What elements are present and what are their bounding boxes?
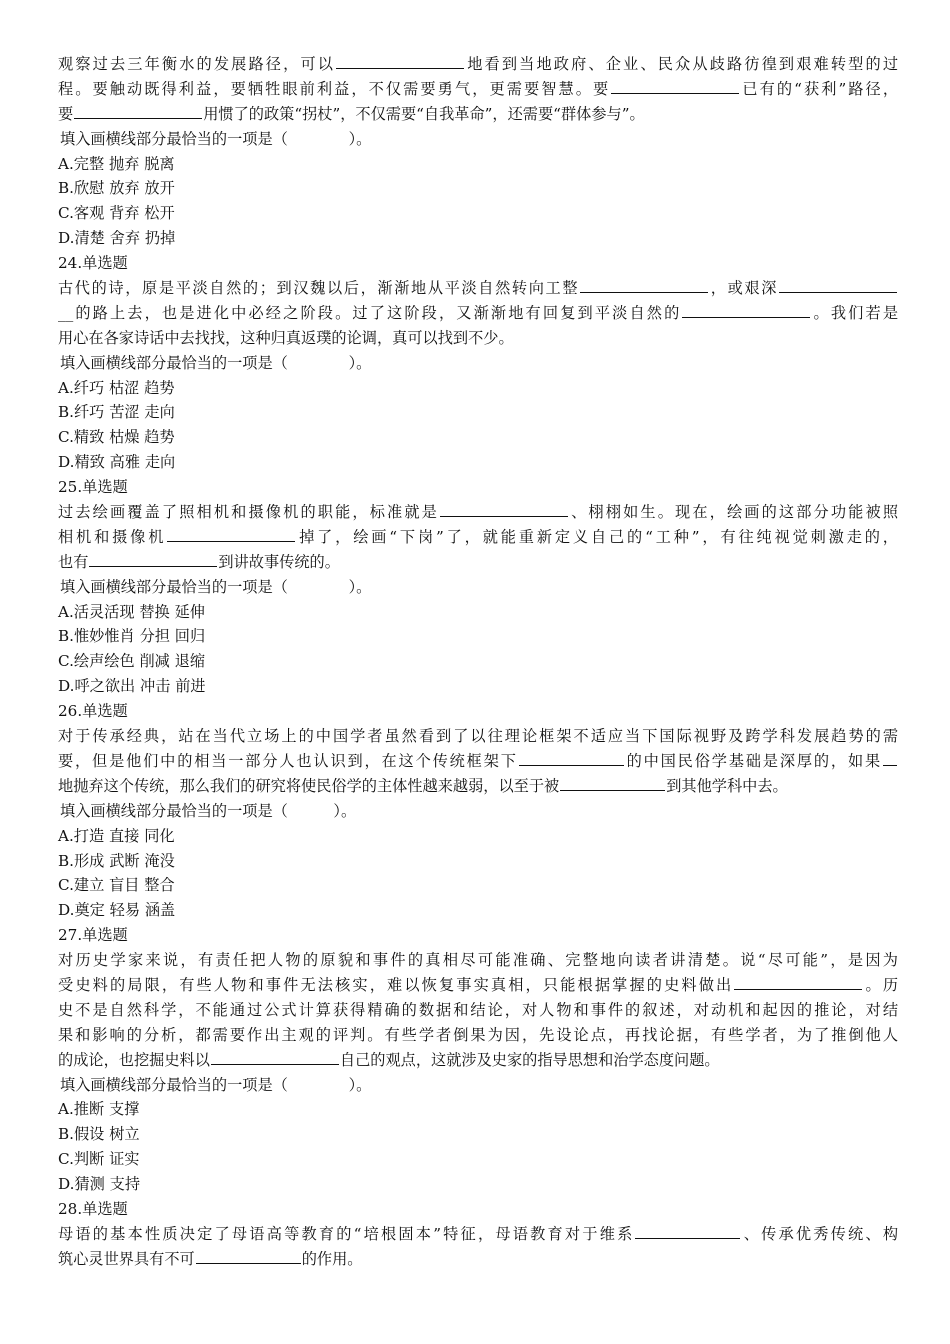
question-text-line: 筑心灵世界具有不可 的作用。 — [58, 1249, 363, 1268]
question-text-line: 受史料的局限，有些人物和事件无法核实，难以恢复事实真相，只能根据掌握的史料做出 。历 — [58, 975, 898, 994]
option-d: D.清楚 舍弃 扔掉 — [58, 229, 176, 248]
option-b: B.形成 武断 淹没 — [58, 851, 175, 870]
answer-blank — [74, 103, 202, 119]
option-d: D.猜测 支持 — [58, 1175, 141, 1194]
question-prompt: 填入画横线部分最恰当的一项是（ ）。 — [60, 129, 372, 148]
question-header: 25.单选题 — [58, 478, 128, 497]
option-c: C.建立 盲目 整合 — [58, 876, 175, 895]
question-prompt: 填入画横线部分最恰当的一项是（ ）。 — [60, 801, 357, 820]
question-prompt: 填入画横线部分最恰当的一项是（ ）。 — [60, 1075, 372, 1094]
answer-blank — [580, 277, 708, 293]
question-text-line: 果和影响的分析，都需要作出主观的评判。有些学者倒果为因，先设论点，再找论据，有些学者，为了推倒他人 — [58, 1025, 898, 1044]
option-a: A.纤巧 枯涩 趋势 — [58, 378, 175, 397]
option-c: C.客观 背弃 松开 — [58, 204, 175, 223]
option-b: B.假设 树立 — [58, 1125, 140, 1144]
answer-blank — [440, 501, 568, 517]
option-a: A.活灵活现 替换 延伸 — [58, 602, 205, 621]
answer-blank — [635, 1223, 740, 1239]
question-text-line: 母语的基本性质决定了母语高等教育的“培根固本”特征，母语教育对于维系 、传承优秀传统、构 — [58, 1224, 898, 1243]
answer-blank — [883, 750, 897, 766]
answer-blank — [89, 551, 217, 567]
option-a: A.打造 直接 同化 — [58, 826, 175, 845]
option-c: C.判断 证实 — [58, 1150, 140, 1169]
option-a: A.完整 抛弃 脱离 — [58, 154, 175, 173]
question-text-line: 对于传承经典，站在当代立场上的中国学者虽然看到了以往理论框架不适应当下国际视野及跨学科发展趋势的需 — [58, 727, 898, 746]
answer-blank — [167, 526, 295, 542]
answer-blank — [734, 974, 862, 990]
question-text-line: 观察过去三年衡水的发展路径，可以 地看到当地政府、企业、民众从歧路彷徨到艰难转型的过 — [58, 55, 898, 73]
question-header: 24.单选题 — [58, 254, 128, 273]
question-prompt: 填入画横线部分最恰当的一项是（ ）。 — [60, 353, 372, 372]
answer-blank — [196, 1248, 301, 1264]
question-header: 27.单选题 — [58, 926, 128, 945]
question-text-line: 古代的诗，原是平淡自然的；到汉魏以后，渐渐地从平淡自然转向工整 ，或艰深 — [58, 276, 898, 301]
option-b: B.欣慰 放弃 放开 — [58, 179, 175, 198]
question-header: 26.单选题 — [58, 702, 128, 721]
answer-blank — [211, 1049, 339, 1065]
answer-blank — [682, 302, 810, 318]
option-d: D.精致 高雅 走向 — [58, 453, 176, 472]
question-text-line: 过去绘画覆盖了照相机和摄像机的职能，标准就是 、栩栩如生。现在，绘画的这部分功能被照 — [58, 503, 898, 522]
answer-blank — [519, 750, 624, 766]
question-text-line: 史不是自然科学，不能通过公式计算获得精确的数据和结论，对人物和事件的叙述，对动机和起因的推论，对结 — [58, 1000, 898, 1019]
question-header: 28.单选题 — [58, 1199, 128, 1218]
option-b: B.纤巧 苦涩 走向 — [58, 403, 175, 422]
question-text-line: 用心在各家诗话中去找找，这种归真返璞的论调，真可以找到不少。 — [58, 328, 514, 347]
answer-blank — [336, 53, 464, 69]
question-text-line: __的路上去，也是进化中必经之阶段。过了这阶段，又渐渐地有回复到平淡自然的 。我们若是 — [58, 303, 898, 322]
option-c: C.绘声绘色 削减 退缩 — [58, 652, 206, 671]
question-text-line: 要，但是他们中的相当一部分人也认识到，在这个传统框架下 的中国民俗学基础是深厚的，如果 — [58, 749, 898, 774]
question-prompt: 填入画横线部分最恰当的一项是（ ）。 — [60, 577, 372, 596]
question-text-line: 对历史学家来说，有责任把人物的原貌和事件的真相尽可能准确、完整地向读者讲清楚。说“尽可能”，是因为 — [58, 951, 898, 970]
option-d: D.奠定 轻易 涵盖 — [58, 901, 176, 920]
option-b: B.惟妙惟肖 分担 回归 — [58, 627, 206, 646]
question-text-line: 要 用惯了的政策“拐杖”，不仅需要“自我革命”，还需要“群体参与”。 — [58, 104, 645, 123]
question-text-line: 相机和摄像机 掉了，绘画“下岗”了，就能重新定义自己的“工种”，有往纯视觉刺激走的， — [58, 527, 898, 546]
option-d: D.呼之欲出 冲击 前进 — [58, 677, 206, 696]
document-page — [58, 52, 898, 1272]
option-c: C.精致 枯燥 趋势 — [58, 428, 175, 447]
answer-blank — [611, 78, 739, 94]
question-text-line: 也有 到讲故事传统的。 — [58, 552, 340, 571]
question-text-line: 程。要触动既得利益，要牺牲眼前利益，不仅需要勇气，更需要智慧。要 已有的“获利”路径， — [58, 79, 898, 98]
answer-blank — [779, 277, 897, 293]
option-a: A.推断 支撑 — [58, 1100, 140, 1119]
answer-blank — [560, 775, 665, 791]
question-text-line: 地抛弃这个传统，那么我们的研究将使民俗学的主体性越来越弱，以至于被 到其他学科中去。 — [58, 776, 788, 795]
question-text-line: 的成论，也挖掘史料以 自己的观点，这就涉及史家的指导思想和治学态度问题。 — [58, 1050, 720, 1069]
